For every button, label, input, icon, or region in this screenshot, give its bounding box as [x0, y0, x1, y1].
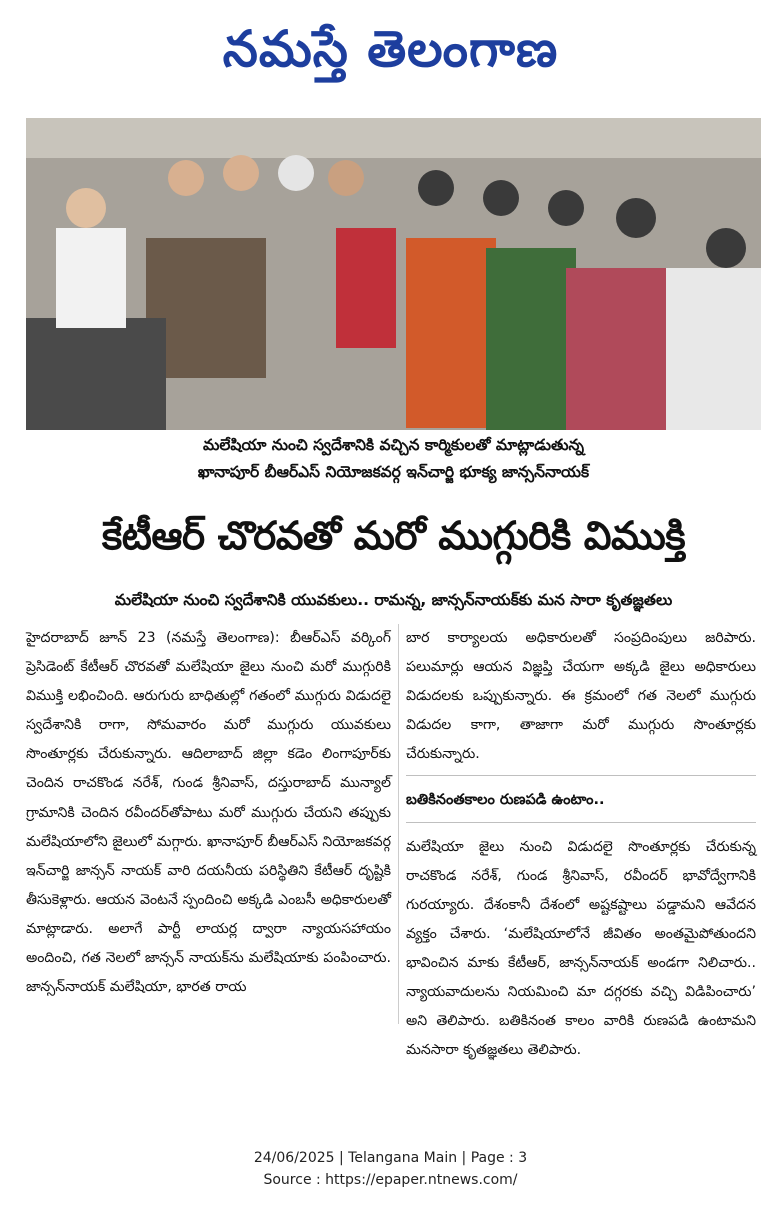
section-rule [406, 822, 756, 823]
article-column-right [406, 624, 756, 1065]
article-paragraph: హైదరాబాద్ జూన్ 23 (నమస్తే తెలంగాణ): బీఆర్ఎస్ వర్కింగ్ ప్రెసిడెంట్ కేటీఆర్ చొరవతో మలేషియా జైలు నుంచి మరో ముగ్గురికి విముక్తి లభించింది. ఆరుగురు బాధితుల్లో గతంలో ముగ్గురు విడుదలై స్వదేశానికి రాగా, సోమవారం మరో ముగ్గురు యువకులు సొంతూర్లకు చేరుకున్నారు. ఆదిలాబాద్ జిల్లా కడెం లింగాపూర్‌కు చెందిన రాచకొండ నరేశ్, గుండ శ్రీనివాస్, దస్తురాబాద్ మున్యాల్ గ్రామానికి చెందిన రవీందర్‌తోపాటు మరో ముగ్గురు చేయని తప్పుకు మలేషియాలోని జైలులో మగ్గారు. ఖానాపూర్ బీఆర్ఎస్ నియోజకవర్గ ఇన్‌చార్జి జాన్సన్ నాయక్ వారి దయనీయ పరిస్థితిని కేటీఆర్ దృష్టికి తీసుకెళ్లారు. ఆయన వెంటనే స్పందించి అక్కడి ఎంబసీ అధికారులతో మాట్లాడారు. అలాగే పార్టీ లాయర్ల ద్వారా న్యాయసహాయం అందించి, గత నెలలో జాన్సన్ నాయక్‌ను మలేషియాకు పంపించారు. జాన్సన్‌నాయక్ మలేషియా, భారత రాయ [26, 630, 391, 996]
masthead [0, 0, 781, 110]
article-paragraph: మలేషియా జైలు నుంచి విడుదలై సొంతూర్లకు చేరుకున్న రాచకొండ నరేశ్, గుండ శ్రీనివాస్, రవీందర్ భావోద్వేగానికి గురయ్యారు. దేశంకానీ దేశంలో అష్టకష్టాలు పడ్డామని ఆవేదన వ్యక్తం చేశారు. ‘మలేషియాలోనే జీవితం అంతమైపోతుందని భావించిన మాకు కేటీఆర్, జాన్సన్‌నాయక్ అండగా నిలిచారు.. న్యాయవాదులను నియమించి మా దగ్గరకు వచ్చి విడిపించారు’ అని తెలిపారు. బతికినంత కాలం వారికి రుణపడి ఉంటామని మనసారా కృతజ్ఞతలు తెలిపారు. [406, 838, 756, 1059]
footer-date-line: 24/06/2025 | Telangana Main | Page : 3 [253, 1150, 528, 1166]
news-photo [26, 118, 761, 430]
article-column-left [26, 624, 391, 1002]
photo-icon [26, 118, 761, 430]
footer-source-line: Source : https://epaper.ntnews.com/ [263, 1172, 518, 1188]
photo-caption [26, 432, 761, 494]
headline: కేటీఆర్ చొరవతో మరో ముగ్గురికి విముక్తి [101, 514, 686, 559]
caption-line-2: ఖానాపూర్ బీఆర్ఎస్ నియోజకవర్గ ఇన్‌చార్జి భూక్య జాన్సన్‌నాయక్ [197, 463, 590, 481]
subheadline: మలేషియా నుంచి స్వదేశానికి యువకులు.. రామన్న, జాన్సన్‌నాయక్‌కు మన సారా కృతజ్ఞతలు [114, 591, 673, 609]
newspaper-title: నమస్తే తెలంగాణ [222, 19, 559, 78]
column-divider [398, 624, 399, 1024]
article-paragraph: బార కార్యాలయ అధికారులతో సంప్రదింపులు జరిపారు. పలుమార్లు ఆయన విజ్ఞప్తి చేయగా అక్కడి జైలు అధికారులు విడుదలకు ఒప్పుకున్నారు. ఈ క్రమంలో గత నెలలో ముగ్గురు విడుదల కాగా, తాజాగా మరో ముగ్గురు సొంతూర్లకు చేరుకున్నారు. [406, 630, 756, 763]
caption-line-1: మలేషియా నుంచి స్వదేశానికి వచ్చిన కార్మికులతో మాట్లాడుతున్న [203, 436, 584, 454]
section-rule [406, 775, 756, 776]
section-heading: బతికినంతకాలం రుణపడి ఉంటాం.. [406, 792, 605, 809]
